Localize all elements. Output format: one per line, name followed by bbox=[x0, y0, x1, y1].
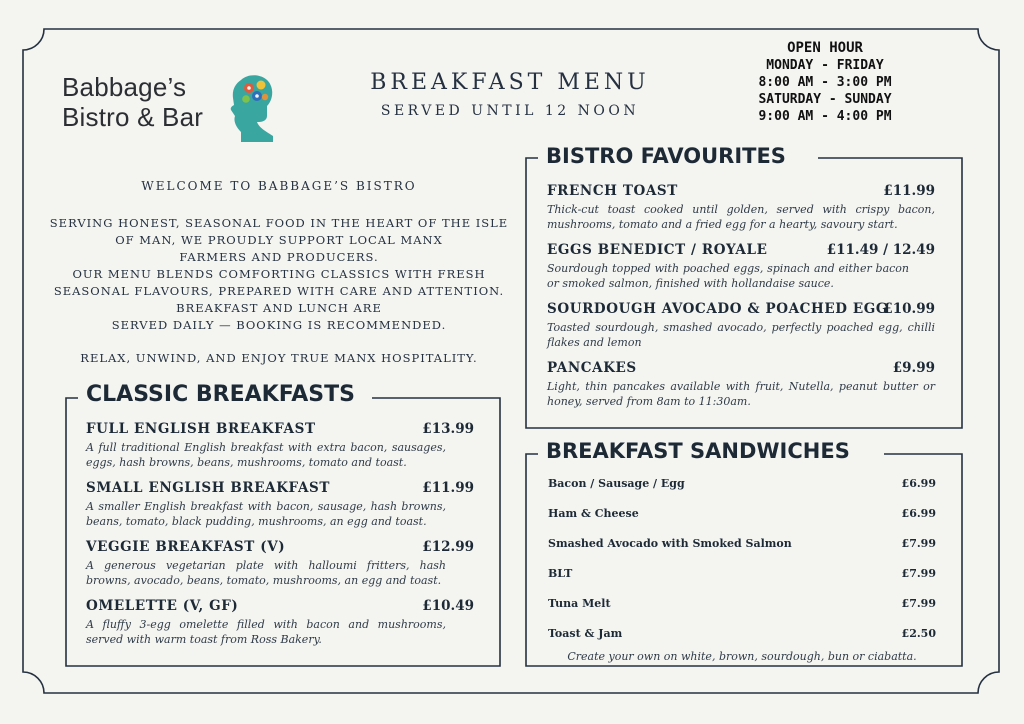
sandwich-price: £7.99 bbox=[901, 567, 936, 580]
favourites-section-title: BISTRO FAVOURITES bbox=[538, 144, 794, 168]
logo-line-1: Babbage’s bbox=[62, 72, 187, 102]
item-name: EGGS BENEDICT / ROYALE bbox=[547, 242, 768, 258]
sandwich-price: £2.50 bbox=[901, 627, 936, 640]
sandwich-name: Ham & Cheese bbox=[548, 507, 639, 520]
item-price: £11.99 bbox=[422, 480, 474, 496]
welcome-title: WELCOME TO BABBAGE’S BISTRO bbox=[141, 179, 417, 193]
item-description: Light, thin pancakes available with fruit, Nutella, peanut butter or honey, served from 8am to 11:30am. bbox=[547, 380, 935, 408]
item-name: FULL ENGLISH BREAKFAST bbox=[86, 421, 316, 437]
item-description: A fluffy 3-egg omelette filled with bacon and mushrooms, served with warm toast from Ross Bakery. bbox=[86, 618, 446, 646]
item-price: £11.49 / 12.49 bbox=[826, 242, 935, 258]
welcome-line: BREAKFAST AND LUNCH ARE bbox=[176, 301, 382, 315]
sandwich-note: Create your own on white, brown, sourdough, bun or ciabatta. bbox=[567, 650, 917, 663]
menu-item bbox=[86, 598, 474, 647]
item-description: A generous vegetarian plate with halloumi fritters, hash browns, avocado, beans, tomato, mushrooms, an egg and toast. bbox=[86, 559, 446, 587]
menu-subtitle: SERVED UNTIL 12 NOON bbox=[380, 103, 640, 119]
item-price: £12.99 bbox=[422, 539, 474, 555]
sandwich-item bbox=[548, 537, 936, 550]
sandwich-name: Toast & Jam bbox=[548, 627, 623, 640]
item-name: FRENCH TOAST bbox=[547, 183, 678, 199]
item-name: PANCAKES bbox=[547, 360, 637, 376]
menu-title: BREAKFAST MENU bbox=[370, 70, 650, 95]
hours-weekday-time: 8:00 AM - 3:00 PM bbox=[758, 75, 892, 90]
welcome-line: OF MAN, WE PROUDLY SUPPORT LOCAL MANX bbox=[115, 233, 443, 247]
sandwich-item bbox=[548, 567, 936, 580]
sandwich-item bbox=[548, 477, 936, 490]
welcome-line: SERVED DAILY — BOOKING IS RECOMMENDED. bbox=[111, 318, 447, 332]
sandwich-name: Bacon / Sausage / Egg bbox=[548, 477, 685, 490]
item-description: Sourdough topped with poached eggs, spinach and either bacon or smoked salmon, finished with hollandaise sauce. bbox=[547, 262, 909, 290]
sandwich-item bbox=[548, 627, 936, 640]
sandwich-price: £7.99 bbox=[901, 597, 936, 610]
welcome-line: OUR MENU BLENDS COMFORTING CLASSICS WITH FRESH bbox=[72, 267, 486, 281]
item-description: Thick-cut toast cooked until golden, served with crispy bacon, mushrooms, tomato and a fried egg for a hearty, savoury start. bbox=[547, 203, 935, 231]
hours-weekend-days: SATURDAY - SUNDAY bbox=[758, 92, 892, 107]
sandwich-item bbox=[548, 507, 936, 520]
sandwich-name: Tuna Melt bbox=[548, 597, 611, 610]
item-price: £11.99 bbox=[883, 183, 935, 199]
welcome-line: SEASONAL FLAVOURS, PREPARED WITH CARE AND ATTENTION. bbox=[53, 284, 505, 298]
item-name: VEGGIE BREAKFAST (V) bbox=[86, 539, 286, 555]
menu-item bbox=[86, 480, 474, 529]
classic-section-title: CLASSIC BREAKFASTS bbox=[78, 382, 363, 407]
item-name: OMELETTE (V, GF) bbox=[86, 598, 239, 614]
sandwich-item bbox=[548, 597, 936, 610]
logo-line-2: Bistro & Bar bbox=[62, 102, 204, 132]
sandwich-price: £6.99 bbox=[901, 507, 936, 520]
welcome-line: SERVING HONEST, SEASONAL FOOD IN THE HEART OF THE ISLE bbox=[49, 216, 509, 230]
item-price: £10.99 bbox=[883, 301, 935, 317]
sandwich-price: £6.99 bbox=[901, 477, 936, 490]
hours-heading: OPEN HOUR bbox=[787, 40, 863, 56]
welcome-line: FARMERS AND PRODUCERS. bbox=[179, 250, 379, 264]
welcome-closing: RELAX, UNWIND, AND ENJOY TRUE MANX HOSPITALITY. bbox=[80, 351, 478, 365]
sandwich-name: BLT bbox=[548, 567, 573, 580]
item-price: £10.49 bbox=[422, 598, 474, 614]
item-description: Toasted sourdough, smashed avocado, perfectly poached egg, chilli flakes and lemon bbox=[547, 321, 935, 349]
sandwiches-section-title: BREAKFAST SANDWICHES bbox=[538, 439, 858, 463]
hours-weekend-time: 9:00 AM - 4:00 PM bbox=[758, 109, 892, 124]
sandwich-price: £7.99 bbox=[901, 537, 936, 550]
menu-item bbox=[547, 301, 935, 350]
menu-item bbox=[547, 360, 935, 409]
item-name: SMALL ENGLISH BREAKFAST bbox=[86, 480, 331, 496]
item-description: A smaller English breakfast with bacon, sausage, hash browns, beans, tomato, black pudding, mushrooms, an egg and toast. bbox=[86, 500, 446, 528]
sandwich-name: Smashed Avocado with Smoked Salmon bbox=[548, 537, 792, 550]
hours-weekday-days: MONDAY - FRIDAY bbox=[766, 58, 884, 73]
item-price: £9.99 bbox=[892, 360, 935, 376]
item-price: £13.99 bbox=[422, 421, 474, 437]
menu-item bbox=[86, 539, 474, 588]
menu-item bbox=[547, 183, 935, 232]
menu-item bbox=[547, 242, 935, 291]
item-name: SOURDOUGH AVOCADO & POACHED EGG bbox=[547, 301, 889, 317]
item-description: A full traditional English breakfast with extra bacon, sausages, eggs, hash browns, beans, mushrooms, tomato and toast. bbox=[86, 441, 446, 469]
menu-item bbox=[86, 421, 474, 470]
